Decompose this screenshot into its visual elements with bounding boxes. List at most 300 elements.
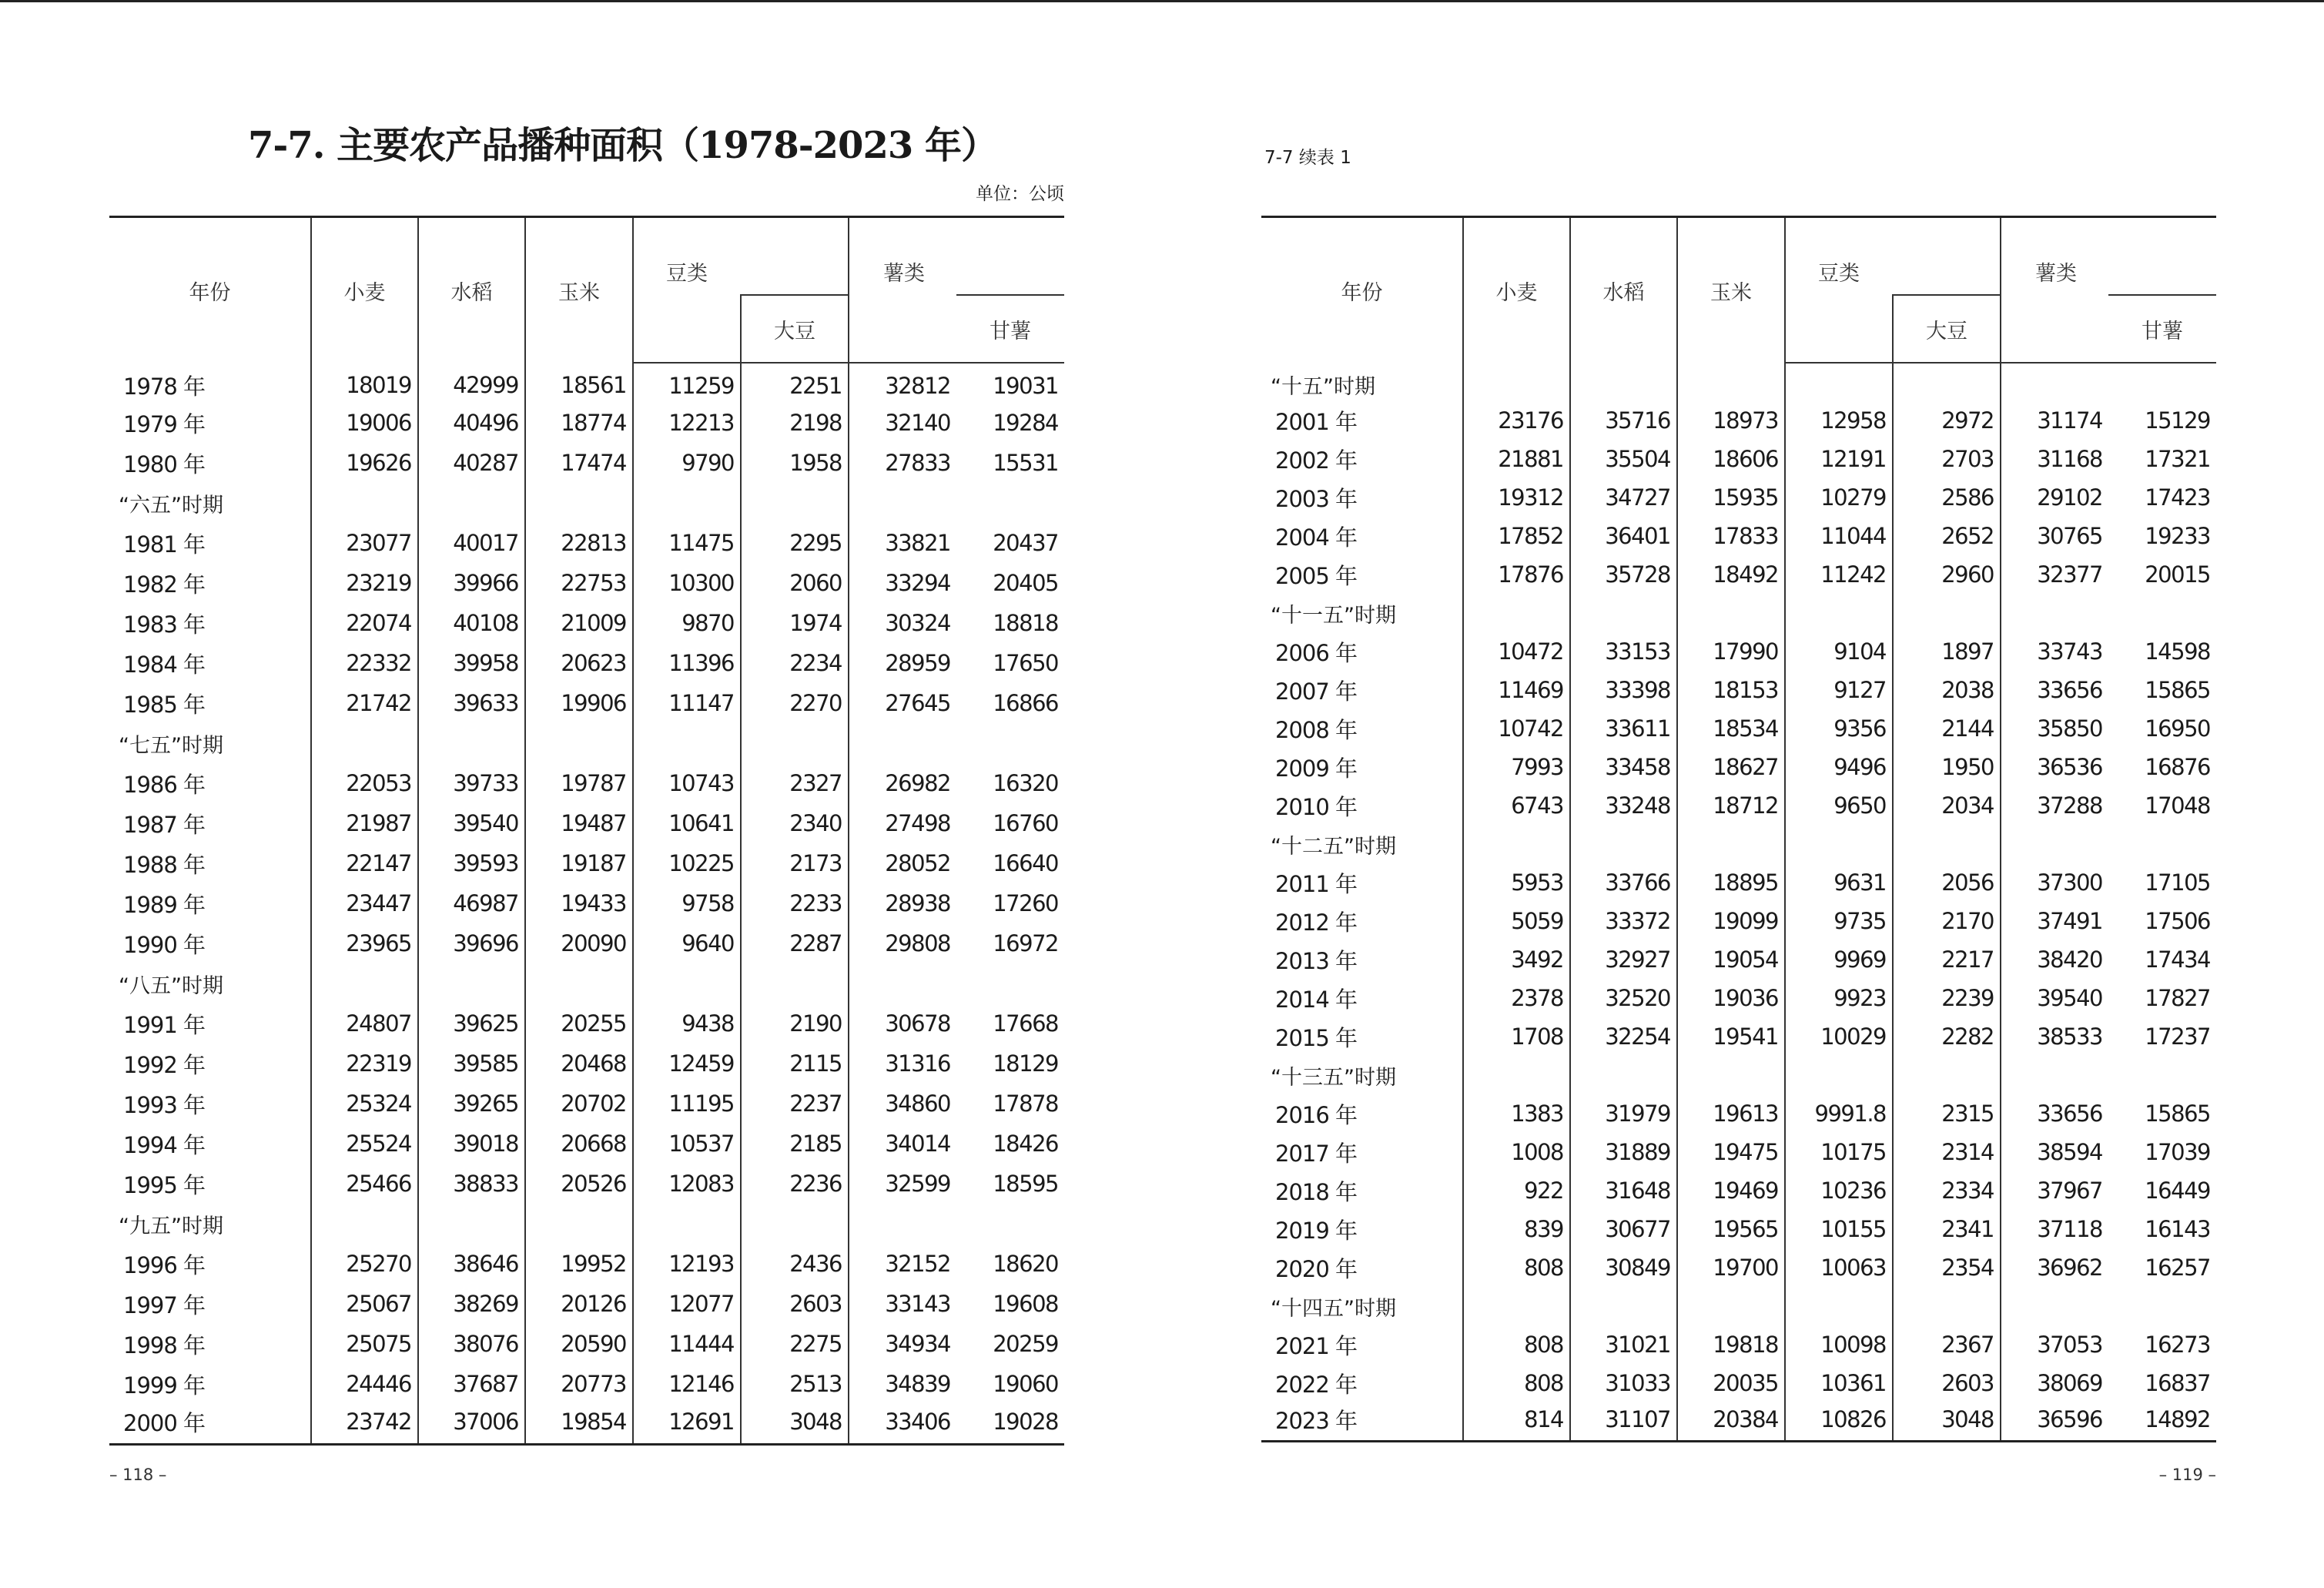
value-cell: 17650	[993, 650, 1058, 676]
value-cell: 40108	[418, 603, 525, 643]
value-cell: 37118	[2001, 1210, 2108, 1248]
value-cell: 33398	[1570, 671, 1677, 709]
year-cell: 2001 年	[1275, 408, 1358, 435]
value-cell: 12691	[633, 1404, 741, 1444]
table-row	[1261, 1133, 2216, 1171]
value-cell: 16876	[2145, 754, 2210, 780]
value-cell	[311, 963, 418, 1003]
value-cell: 38420	[2001, 940, 2108, 979]
value-cell: 814	[1463, 1402, 1570, 1441]
top-border-line	[0, 0, 2324, 2]
value-cell: 17506	[2145, 908, 2210, 934]
value-cell: 1383	[1463, 1094, 1570, 1133]
value-cell: 2334	[1893, 1171, 2001, 1210]
value-cell: 37687	[418, 1364, 525, 1404]
value-cell	[1570, 594, 1677, 632]
value-cell: 19187	[525, 843, 633, 883]
year-cell: 1997 年	[123, 1292, 206, 1318]
table-row	[1261, 632, 2216, 671]
value-cell: 28959	[849, 643, 956, 683]
header-tubers-cont	[849, 295, 956, 363]
value-cell	[849, 963, 956, 1003]
value-cell	[741, 963, 849, 1003]
value-cell: 19608	[993, 1291, 1058, 1317]
period-label: “八五”时期	[119, 973, 223, 998]
value-cell: 31979	[1570, 1094, 1677, 1133]
value-cell: 1008	[1463, 1133, 1570, 1171]
value-cell: 9438	[633, 1003, 741, 1044]
value-cell: 33406	[849, 1404, 956, 1444]
period-label: “九五”时期	[119, 1214, 223, 1238]
value-cell	[2001, 825, 2108, 863]
value-cell	[418, 1204, 525, 1244]
value-cell: 1950	[1893, 748, 2001, 786]
year-cell: 2015 年	[1275, 1024, 1358, 1051]
value-cell: 32599	[849, 1164, 956, 1204]
value-cell: 32254	[1570, 1017, 1677, 1056]
value-cell: 32927	[1570, 940, 1677, 979]
period-header-row	[1261, 1287, 2216, 1325]
value-cell: 20702	[525, 1084, 633, 1124]
value-cell	[1570, 825, 1677, 863]
table-row	[1261, 1017, 2216, 1056]
period-header-row	[1261, 1056, 2216, 1094]
value-cell: 34727	[1570, 478, 1677, 517]
value-cell: 38269	[418, 1284, 525, 1324]
value-cell: 10155	[1785, 1210, 1893, 1248]
value-cell: 9496	[1785, 748, 1893, 786]
value-cell: 16837	[2145, 1370, 2210, 1396]
value-cell: 15865	[2145, 677, 2210, 703]
table-row	[1261, 671, 2216, 709]
value-cell: 19541	[1677, 1017, 1785, 1056]
table-row	[109, 1084, 1064, 1124]
value-cell: 38076	[418, 1324, 525, 1364]
header-corn: 玉米	[525, 217, 633, 363]
value-cell: 18595	[993, 1171, 1058, 1197]
value-cell: 33153	[1570, 632, 1677, 671]
value-cell: 39696	[418, 923, 525, 963]
value-cell: 3048	[1893, 1402, 2001, 1441]
value-cell: 2115	[741, 1044, 849, 1084]
value-cell: 17237	[2145, 1023, 2210, 1050]
value-cell: 12191	[1785, 440, 1893, 478]
table-row	[109, 1003, 1064, 1044]
value-cell: 20437	[993, 530, 1058, 556]
value-cell: 40287	[418, 443, 525, 483]
value-cell: 31168	[2001, 440, 2108, 478]
value-cell: 16320	[993, 770, 1058, 796]
value-cell: 27645	[849, 683, 956, 723]
year-cell: 2002 年	[1275, 447, 1358, 474]
value-cell: 40017	[418, 523, 525, 563]
value-cell: 19312	[1463, 478, 1570, 517]
period-label: “十一五”时期	[1271, 603, 1396, 628]
value-cell: 2341	[1893, 1210, 2001, 1248]
value-cell: 20773	[525, 1364, 633, 1404]
value-cell: 21881	[1463, 440, 1570, 478]
value-cell: 34839	[849, 1364, 956, 1404]
value-cell: 12083	[633, 1164, 741, 1204]
value-cell: 28052	[849, 843, 956, 883]
value-cell: 19433	[525, 883, 633, 923]
value-cell: 16273	[2145, 1332, 2210, 1358]
value-cell: 2275	[741, 1324, 849, 1364]
value-cell: 39625	[418, 1003, 525, 1044]
header-sweet-potato: 甘薯	[2108, 295, 2216, 363]
table-row	[1261, 1325, 2216, 1364]
year-cell: 2014 年	[1275, 986, 1358, 1013]
value-cell: 18712	[1677, 786, 1785, 825]
table-title: 7-7. 主要农产品播种面积（1978-2023 年）	[248, 124, 997, 167]
value-cell: 16449	[2145, 1178, 2210, 1204]
continuation-label: 7-7 续表 1	[1264, 148, 1351, 168]
value-cell: 25075	[311, 1324, 418, 1364]
period-header-row	[109, 483, 1064, 523]
period-header-row	[109, 1204, 1064, 1244]
value-cell	[849, 1204, 956, 1244]
value-cell: 32812	[849, 363, 956, 403]
year-cell: 1994 年	[123, 1131, 206, 1158]
period-label: “十五”时期	[1271, 374, 1375, 399]
value-cell	[418, 483, 525, 523]
table-row	[109, 1284, 1064, 1324]
value-cell	[956, 963, 1064, 1003]
value-cell: 10236	[1785, 1171, 1893, 1210]
value-cell: 808	[1463, 1248, 1570, 1287]
value-cell: 30849	[1570, 1248, 1677, 1287]
value-cell: 9870	[633, 603, 741, 643]
value-cell: 2282	[1893, 1017, 2001, 1056]
sown-area-table-left	[109, 216, 1064, 1446]
value-cell: 27833	[849, 443, 956, 483]
value-cell: 17827	[2145, 985, 2210, 1011]
value-cell: 17474	[525, 443, 633, 483]
value-cell	[633, 723, 741, 763]
value-cell: 1708	[1463, 1017, 1570, 1056]
value-cell: 16640	[993, 850, 1058, 876]
value-cell: 32140	[849, 403, 956, 443]
value-cell: 20090	[525, 923, 633, 963]
value-cell: 17876	[1463, 555, 1570, 594]
value-cell: 35850	[2001, 709, 2108, 748]
value-cell: 19099	[1677, 902, 1785, 940]
value-cell: 10537	[633, 1124, 741, 1164]
table-row	[109, 603, 1064, 643]
value-cell: 31174	[2001, 401, 2108, 440]
value-cell: 2287	[741, 923, 849, 963]
value-cell: 38594	[2001, 1133, 2108, 1171]
value-cell: 11259	[633, 363, 741, 403]
value-cell: 35504	[1570, 440, 1677, 478]
value-cell: 12958	[1785, 401, 1893, 440]
value-cell: 2239	[1893, 979, 2001, 1017]
value-cell	[1677, 1056, 1785, 1094]
value-cell: 23742	[311, 1404, 418, 1444]
value-cell: 19854	[525, 1404, 633, 1444]
value-cell	[956, 1204, 1064, 1244]
value-cell: 20468	[525, 1044, 633, 1084]
value-cell: 10279	[1785, 478, 1893, 517]
value-cell: 11475	[633, 523, 741, 563]
value-cell: 5059	[1463, 902, 1570, 940]
value-cell: 19787	[525, 763, 633, 803]
value-cell: 32520	[1570, 979, 1677, 1017]
value-cell: 37006	[418, 1404, 525, 1444]
year-cell: 2011 年	[1275, 870, 1358, 897]
value-cell: 20590	[525, 1324, 633, 1364]
value-cell	[2001, 1056, 2108, 1094]
table-row	[1261, 748, 2216, 786]
year-cell: 1982 年	[123, 571, 206, 598]
value-cell	[1893, 1287, 2001, 1325]
value-cell	[956, 483, 1064, 523]
value-cell: 32152	[849, 1244, 956, 1284]
year-cell: 2020 年	[1275, 1255, 1358, 1282]
value-cell: 17048	[2145, 792, 2210, 819]
table-row	[1261, 1094, 2216, 1133]
value-cell: 17878	[993, 1090, 1058, 1117]
table-row	[109, 363, 1064, 403]
value-cell	[741, 723, 849, 763]
table-row	[109, 443, 1064, 483]
table-row	[1261, 401, 2216, 440]
table-row	[109, 683, 1064, 723]
header-beans-cont	[1785, 295, 1893, 363]
table-body-left	[109, 363, 1064, 1444]
value-cell: 2034	[1893, 786, 2001, 825]
value-cell: 31316	[849, 1044, 956, 1084]
value-cell	[1893, 1056, 2001, 1094]
value-cell: 33743	[2001, 632, 2108, 671]
value-cell: 2251	[741, 363, 849, 403]
value-cell: 17852	[1463, 517, 1570, 555]
year-cell: 1985 年	[123, 691, 206, 718]
value-cell	[525, 723, 633, 763]
table-row	[109, 923, 1064, 963]
value-cell: 29102	[2001, 478, 2108, 517]
value-cell: 19028	[993, 1409, 1058, 1436]
value-cell: 2190	[741, 1003, 849, 1044]
value-cell: 20126	[525, 1284, 633, 1324]
header-beans: 豆类	[1785, 217, 2001, 296]
value-cell: 18627	[1677, 748, 1785, 786]
value-cell: 39585	[418, 1044, 525, 1084]
header-soybean: 大豆	[1893, 295, 2001, 363]
value-cell: 19054	[1677, 940, 1785, 979]
value-cell	[1570, 1287, 1677, 1325]
value-cell	[1570, 363, 1677, 401]
value-cell: 2603	[741, 1284, 849, 1324]
period-label: “十二五”时期	[1271, 834, 1396, 859]
value-cell: 22813	[525, 523, 633, 563]
table-row	[1261, 1248, 2216, 1287]
value-cell: 19565	[1677, 1210, 1785, 1248]
value-cell: 5953	[1463, 863, 1570, 902]
value-cell: 24807	[311, 1003, 418, 1044]
value-cell: 38533	[2001, 1017, 2108, 1056]
year-cell: 2004 年	[1275, 524, 1358, 551]
value-cell: 2367	[1893, 1325, 2001, 1364]
value-cell: 20015	[2145, 561, 2210, 588]
value-cell: 25067	[311, 1284, 418, 1324]
value-cell: 2378	[1463, 979, 1570, 1017]
value-cell: 31648	[1570, 1171, 1677, 1210]
value-cell: 15531	[993, 450, 1058, 476]
value-cell: 30324	[849, 603, 956, 643]
year-cell: 1980 年	[123, 451, 206, 477]
value-cell	[1785, 363, 1893, 401]
year-cell: 2008 年	[1275, 716, 1358, 743]
year-cell: 1979 年	[123, 410, 206, 437]
table-row	[109, 1364, 1064, 1404]
value-cell: 14892	[2145, 1406, 2210, 1433]
value-cell: 12077	[633, 1284, 741, 1324]
value-cell	[2108, 363, 2216, 401]
value-cell	[1463, 825, 1570, 863]
value-cell: 23447	[311, 883, 418, 923]
value-cell: 10743	[633, 763, 741, 803]
value-cell: 17668	[993, 1010, 1058, 1037]
value-cell: 24446	[311, 1364, 418, 1404]
value-cell: 23077	[311, 523, 418, 563]
value-cell: 2586	[1893, 478, 2001, 517]
value-cell: 2354	[1893, 1248, 2001, 1287]
value-cell	[1785, 1056, 1893, 1094]
value-cell: 839	[1463, 1210, 1570, 1248]
value-cell: 17423	[2145, 484, 2210, 511]
value-cell: 18606	[1677, 440, 1785, 478]
value-cell	[2108, 1056, 2216, 1094]
year-cell: 1995 年	[123, 1171, 206, 1198]
value-cell: 2233	[741, 883, 849, 923]
value-cell: 9758	[633, 883, 741, 923]
value-cell: 2340	[741, 803, 849, 843]
value-cell: 34860	[849, 1084, 956, 1124]
table-row	[109, 403, 1064, 443]
value-cell	[311, 483, 418, 523]
value-cell: 19060	[993, 1371, 1058, 1397]
value-cell	[633, 1204, 741, 1244]
value-cell: 19700	[1677, 1248, 1785, 1287]
year-cell: 1990 年	[123, 931, 206, 958]
value-cell: 30677	[1570, 1210, 1677, 1248]
value-cell: 16950	[2145, 715, 2210, 742]
year-cell: 2013 年	[1275, 947, 1358, 974]
value-cell: 22753	[525, 563, 633, 603]
value-cell: 39265	[418, 1084, 525, 1124]
year-cell: 1981 年	[123, 531, 206, 558]
header-beans-cont	[633, 295, 741, 363]
value-cell: 39018	[418, 1124, 525, 1164]
value-cell: 22332	[311, 643, 418, 683]
year-cell: 2021 年	[1275, 1332, 1358, 1359]
period-header-row	[1261, 825, 2216, 863]
year-cell: 2000 年	[123, 1409, 206, 1436]
value-cell: 19006	[311, 403, 418, 443]
table-row	[109, 883, 1064, 923]
value-cell: 18818	[993, 610, 1058, 636]
value-cell: 9969	[1785, 940, 1893, 979]
value-cell: 10361	[1785, 1364, 1893, 1402]
value-cell: 11469	[1463, 671, 1570, 709]
value-cell: 21009	[525, 603, 633, 643]
value-cell: 19036	[1677, 979, 1785, 1017]
year-cell: 1999 年	[123, 1372, 206, 1399]
value-cell: 2170	[1893, 902, 2001, 940]
value-cell: 2270	[741, 683, 849, 723]
year-cell: 2007 年	[1275, 678, 1358, 705]
year-cell: 2009 年	[1275, 755, 1358, 782]
year-cell: 1988 年	[123, 851, 206, 878]
value-cell: 20259	[993, 1331, 1058, 1357]
value-cell: 16972	[993, 930, 1058, 956]
value-cell: 18774	[525, 403, 633, 443]
value-cell: 19233	[2145, 523, 2210, 549]
value-cell: 20526	[525, 1164, 633, 1204]
value-cell: 20035	[1677, 1364, 1785, 1402]
value-cell: 39540	[418, 803, 525, 843]
value-cell: 17990	[1677, 632, 1785, 671]
value-cell: 11444	[633, 1324, 741, 1364]
value-cell: 3048	[741, 1404, 849, 1444]
value-cell: 10826	[1785, 1402, 1893, 1441]
year-cell: 2010 年	[1275, 793, 1358, 820]
value-cell: 33611	[1570, 709, 1677, 748]
value-cell	[1463, 594, 1570, 632]
header-tubers-cont	[2001, 295, 2108, 363]
value-cell: 18129	[993, 1050, 1058, 1077]
year-cell: 2006 年	[1275, 639, 1358, 666]
year-cell: 1989 年	[123, 891, 206, 918]
value-cell: 17321	[2145, 446, 2210, 472]
year-cell: 2017 年	[1275, 1140, 1358, 1167]
value-cell: 19475	[1677, 1133, 1785, 1171]
value-cell: 37491	[2001, 902, 2108, 940]
value-cell: 9356	[1785, 709, 1893, 748]
value-cell	[741, 1204, 849, 1244]
table-row	[1261, 709, 2216, 748]
value-cell: 37300	[2001, 863, 2108, 902]
value-cell: 28938	[849, 883, 956, 923]
value-cell: 11242	[1785, 555, 1893, 594]
year-cell: 2005 年	[1275, 562, 1358, 589]
value-cell	[741, 483, 849, 523]
value-cell: 2234	[741, 643, 849, 683]
value-cell: 2972	[1893, 401, 2001, 440]
value-cell: 37288	[2001, 786, 2108, 825]
value-cell	[1785, 825, 1893, 863]
value-cell: 15865	[2145, 1101, 2210, 1127]
value-cell: 18492	[1677, 555, 1785, 594]
year-cell: 2016 年	[1275, 1101, 1358, 1128]
value-cell: 38833	[418, 1164, 525, 1204]
value-cell	[633, 483, 741, 523]
value-cell: 1897	[1893, 632, 2001, 671]
value-cell: 2314	[1893, 1133, 2001, 1171]
value-cell: 2198	[741, 403, 849, 443]
value-cell: 39958	[418, 643, 525, 683]
year-cell: 2019 年	[1275, 1217, 1358, 1244]
value-cell: 11044	[1785, 517, 1893, 555]
table-row	[109, 803, 1064, 843]
value-cell: 12213	[633, 403, 741, 443]
value-cell: 33458	[1570, 748, 1677, 786]
value-cell: 2436	[741, 1244, 849, 1284]
value-cell: 19613	[1677, 1094, 1785, 1133]
year-cell: 1987 年	[123, 811, 206, 838]
value-cell: 38646	[418, 1244, 525, 1284]
